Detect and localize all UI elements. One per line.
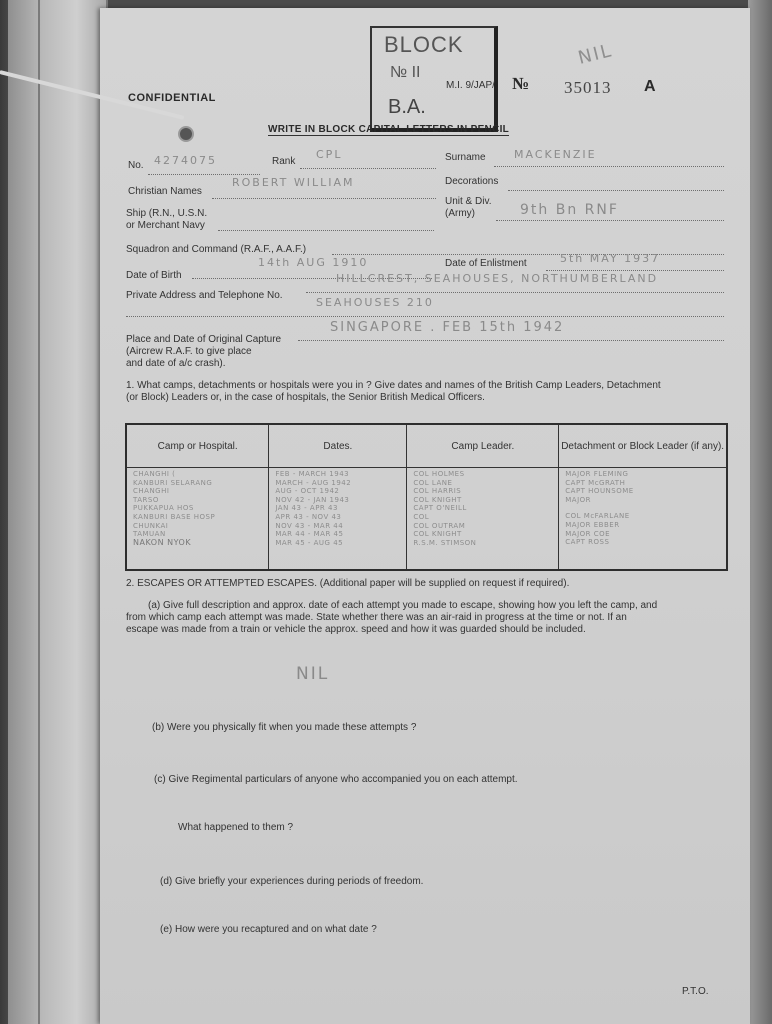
block-stamp	[370, 26, 498, 132]
leader-entry: COL KNIGHT	[413, 495, 462, 504]
please-turn-over: P.T.O.	[682, 986, 709, 997]
column-header-dates: Dates.	[269, 424, 407, 468]
leader-entry: COL LANE	[413, 478, 453, 487]
question-e: (e) How were you recaptured and on what date ?	[160, 924, 377, 935]
camp-entry: TAMUAN	[133, 530, 166, 539]
column-header-detachment-leader: Detachment or Block Leader (if any).	[559, 424, 727, 468]
unit-dotted-line	[496, 220, 724, 221]
leader-entry: COL KNIGHT	[413, 530, 462, 539]
rank-value: CPL	[316, 148, 343, 161]
leader-entry: COL	[413, 512, 430, 521]
address-dotted-line-1	[306, 292, 724, 293]
question-c-followup: What happened to them ?	[178, 822, 294, 833]
capture-label-1: Place and Date of Original Capture	[126, 334, 282, 345]
ship-dotted-line	[218, 230, 434, 231]
address-value-1: HILLCREST, SEAHOUSES, NORTHUMBERLAND	[336, 272, 659, 285]
address-label: Private Address and Telephone No.	[126, 290, 283, 301]
capture-label-3: and date of a/c crash).	[126, 358, 226, 369]
camps-table	[125, 423, 728, 571]
punch-hole	[178, 126, 194, 142]
decorations-label: Decorations	[445, 176, 499, 187]
rank-label: Rank	[272, 156, 296, 167]
detachment-entry: MAJOR	[565, 495, 592, 504]
camp-entry: NAKON NYOK	[133, 537, 192, 547]
number-symbol: №	[512, 74, 530, 93]
binder-fold	[38, 0, 40, 1024]
escapes-a-line-3: escape was made from a train or vehicle the approx. speed and how it was guarded should be included.	[126, 624, 586, 635]
camps-table-header	[126, 424, 727, 468]
surname-label: Surname	[445, 152, 486, 163]
detachment-entry: MAJOR EBBER	[565, 520, 620, 529]
detachment-entry: MAJOR COE	[565, 529, 611, 538]
file-binder	[8, 0, 108, 1024]
camp-entry: CHANGHI	[133, 487, 170, 496]
column-header-camp: Camp or Hospital.	[126, 424, 269, 468]
unit-label-1: Unit & Div.	[445, 196, 492, 207]
capture-label-2: (Aircrew R.A.F. to give place	[126, 346, 252, 357]
question-1-line-1: 1. What camps, detachments or hospitals were you in ? Give dates and names of the British Camp Leaders, Detachment	[126, 380, 661, 391]
squadron-dotted-line	[332, 254, 724, 255]
rank-dotted-line	[300, 168, 436, 169]
enlistment-label: Date of Enlistment	[445, 258, 527, 269]
camps-table-body	[126, 468, 727, 571]
detachment-leader-column	[559, 468, 727, 571]
detachment-entry: CAPT HOUNSOME	[565, 487, 634, 496]
escapes-a-answer: NIL	[296, 664, 330, 684]
date-entry: NOV 42 - JAN 1943	[275, 495, 350, 504]
instruction-heading: WRITE IN BLOCK CAPITAL LETTERS IN PENCIL	[268, 124, 510, 135]
leader-entry: CAPT O'NEILL	[413, 504, 467, 513]
camp-entry: KANBURI BASE HOSP	[133, 512, 216, 521]
ship-label-2: or Merchant Navy	[126, 220, 205, 231]
date-entry: MARCH - AUG 1942	[275, 478, 352, 487]
decorations-dotted-line	[508, 190, 724, 191]
question-1-line-2: (or Block) Leaders or, in the case of hospitals, the Senior British Medical Officers.	[126, 392, 485, 403]
leader-entry: R.S.M. STIMSON	[413, 538, 477, 547]
detachment-entry: MAJOR FLEMING	[565, 470, 629, 478]
enlistment-value: 5th MAY 1937	[560, 252, 661, 265]
date-entry: MAR 44 - MAR 45	[275, 530, 344, 539]
service-number-value: 4274075	[154, 154, 217, 167]
stamp-annotation: NIL	[575, 40, 615, 69]
no-label: No.	[128, 160, 144, 171]
page-edge	[748, 0, 772, 1024]
dates-column	[269, 468, 407, 571]
christian-names-value: ROBERT WILLIAM	[232, 176, 355, 189]
address-dotted-line-2	[126, 316, 724, 317]
surname-dotted-line	[494, 166, 724, 167]
date-entry: APR 43 - NOV 43	[275, 512, 342, 521]
question-c: (c) Give Regimental particulars of anyone who accompanied you on each attempt.	[154, 774, 518, 785]
unit-value: 9th Bn RNF	[520, 202, 619, 218]
date-entry: FEB - MARCH 1943	[275, 470, 350, 478]
capture-value: SINGAPORE . FEB 15th 1942	[330, 320, 565, 335]
question-d: (d) Give briefly your experiences during periods of freedom.	[160, 876, 424, 887]
stamp-line-2: № II	[390, 64, 421, 81]
escapes-a-line-1: (a) Give full description and approx. date of each attempt you made to escape, showing how you left the camp, and	[148, 600, 658, 611]
camp-entry: KANBURI SELARANG	[133, 478, 213, 487]
leader-entry: COL OUTRAM	[413, 521, 466, 530]
form-reference: M.I. 9/JAP/	[446, 80, 495, 91]
dob-value: 14th AUG 1910	[258, 256, 369, 269]
date-entry: JAN 43 - APR 43	[275, 504, 338, 513]
ship-label-1: Ship (R.N., U.S.N.	[126, 208, 208, 219]
leader-entry: COL HARRIS	[413, 487, 462, 496]
question-b: (b) Were you physically fit when you made these attempts ?	[152, 722, 417, 733]
series-letter: A	[644, 78, 656, 95]
stamp-line-3: B.A.	[388, 96, 426, 118]
escapes-heading: 2. ESCAPES OR ATTEMPTED ESCAPES. (Additional paper will be supplied on request if required).	[126, 578, 570, 589]
enlistment-dotted-line	[546, 270, 724, 271]
leader-entry: COL HOLMES	[413, 470, 465, 478]
capture-dotted-line	[298, 340, 724, 341]
escapes-a-line-2: from which camp each attempt was made. State whether there was an air-raid in progress at the time or not. If an	[126, 612, 627, 623]
no-dotted-line	[148, 174, 260, 175]
unit-label-2: (Army)	[445, 208, 475, 219]
squadron-label: Squadron and Command (R.A.F., A.A.F.)	[126, 244, 307, 255]
camp-leader-column	[407, 468, 559, 571]
classification-label: CONFIDENTIAL	[128, 92, 216, 104]
christian-names-dotted-line	[212, 198, 436, 199]
camps-column	[126, 468, 269, 571]
camp-entry: PUKKAPUA HOS	[133, 504, 194, 513]
date-entry: MAR 45 - AUG 45	[275, 538, 344, 547]
surname-value: MACKENZIE	[514, 148, 597, 161]
camp-entry: CHANGHI (	[133, 470, 176, 478]
christian-names-label: Christian Names	[128, 186, 202, 197]
address-value-2: SEAHOUSES 210	[316, 296, 434, 309]
detachment-entry: CAPT McGRATH	[565, 478, 626, 487]
camp-entry: TARSO	[133, 495, 159, 504]
stamp-line-1: BLOCK	[384, 32, 464, 57]
dob-label: Date of Birth	[126, 270, 182, 281]
detachment-entry: CAPT ROSS	[565, 538, 610, 547]
camp-entry: CHUNKAI	[133, 521, 169, 530]
detachment-entry: COL McFARLANE	[565, 512, 630, 521]
serial-number: 35013	[564, 78, 612, 97]
date-entry: NOV 43 - MAR 44	[275, 521, 344, 530]
column-header-camp-leader: Camp Leader.	[407, 424, 559, 468]
date-entry: AUG - OCT 1942	[275, 487, 340, 496]
